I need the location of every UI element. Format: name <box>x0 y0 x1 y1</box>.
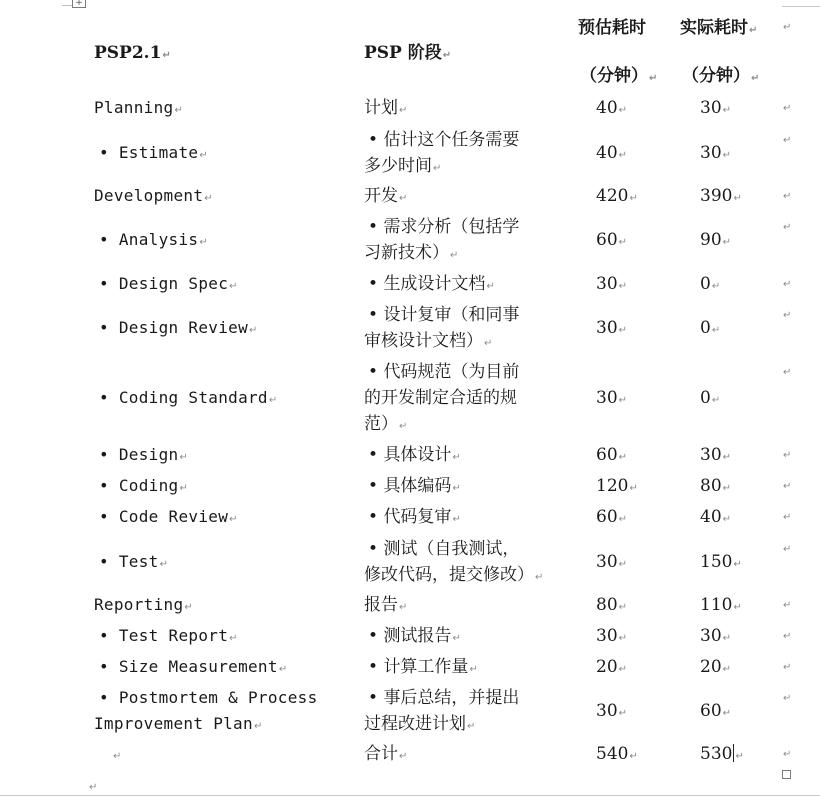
paragraph-mark-icon: ↵ <box>179 452 189 463</box>
row-psp-code-text: Postmortem & Process <box>118 688 318 707</box>
row-estimated-minutes <box>596 654 627 683</box>
row-estimated-minutes <box>596 592 627 621</box>
row-psp-stage <box>368 127 519 153</box>
paragraph-mark-icon: ↵ <box>722 150 732 161</box>
row-estimated-value: 30 <box>596 388 618 408</box>
paragraph-mark-icon: ↵ <box>735 751 744 762</box>
row-actual-minutes <box>700 741 744 770</box>
paragraph-mark-icon: ↵ <box>452 452 461 463</box>
bullet-icon: • <box>99 552 119 571</box>
row-end-mark-icon: ↵ <box>783 135 792 146</box>
paragraph-mark-icon: ↵ <box>399 193 408 204</box>
row-estimated-minutes <box>596 385 627 414</box>
row-psp-stage-text: 需求分析（包括学 <box>383 217 520 237</box>
row-psp-stage <box>368 442 461 471</box>
row-actual-value: 0 <box>700 388 711 408</box>
row-psp-stage <box>368 302 519 328</box>
row-estimated-minutes <box>596 698 627 727</box>
bullet-icon: • <box>368 362 384 382</box>
bullet-icon: • <box>368 217 384 237</box>
paragraph-mark-icon: ↵ <box>204 193 213 204</box>
row-psp-code-text: Design <box>118 445 179 464</box>
row-psp-code <box>99 227 208 256</box>
paragraph-mark-icon: ↵ <box>469 664 478 675</box>
row-end-mark-icon: ↵ <box>783 693 792 704</box>
paragraph-mark-icon: ↵ <box>733 193 742 204</box>
row-psp-stage <box>368 271 495 300</box>
row-psp-code <box>94 592 193 621</box>
row-psp-code <box>99 685 318 711</box>
bullet-icon: • <box>99 688 119 707</box>
row-actual-value: 150 <box>700 552 733 572</box>
row-end-mark-icon: ↵ <box>783 631 792 642</box>
row-psp-stage-text: 具体编码 <box>383 476 452 496</box>
row-actual-value: 30 <box>700 98 722 118</box>
bullet-icon: • <box>99 445 119 464</box>
paragraph-mark-icon: ↵ <box>159 559 169 570</box>
paragraph-mark-icon: ↵ <box>199 237 209 248</box>
paragraph-mark-icon: ↵ <box>535 572 544 583</box>
paragraph-mark-icon: ↵ <box>649 73 658 84</box>
row-actual-value: 110 <box>700 595 733 615</box>
header-psp-code-text: PSP2.1 <box>94 43 162 63</box>
row-estimated-value: 40 <box>596 98 618 118</box>
row-estimated-value: 540 <box>596 744 629 764</box>
row-psp-code-text: Test Report <box>118 626 229 645</box>
row-psp-code <box>99 623 238 652</box>
row-psp-stage <box>364 411 407 440</box>
row-actual-value: 30 <box>700 143 722 163</box>
table-move-handle[interactable]: + <box>72 0 86 8</box>
row-actual-minutes <box>700 95 731 124</box>
row-psp-stage <box>368 654 478 683</box>
row-psp-code-text: Estimate <box>118 143 199 162</box>
paragraph-mark-icon: ↵ <box>442 50 452 61</box>
row-psp-code-text-2: Improvement Plan <box>94 714 253 733</box>
paragraph-mark-icon: ↵ <box>618 708 628 719</box>
paragraph-mark-icon: ↵ <box>618 664 628 675</box>
row-end-mark-icon: ↵ <box>783 367 792 378</box>
paragraph-mark-icon: ↵ <box>452 633 461 644</box>
header-actual <box>680 15 757 44</box>
paragraph-mark-icon: ↵ <box>749 25 758 36</box>
bullet-icon: • <box>99 143 119 162</box>
row-psp-code-text: Reporting <box>94 595 184 614</box>
row-estimated-value: 30 <box>596 274 618 294</box>
row-estimated-minutes <box>596 95 627 124</box>
row-psp-code-text: Development <box>94 186 204 205</box>
bullet-icon: • <box>368 539 384 559</box>
table-corner-rule <box>782 6 820 7</box>
row-psp-stage-text: 修改代码，提交修改） <box>364 565 534 585</box>
row-end-mark-icon: ↵ <box>783 103 792 114</box>
row-psp-stage-text: 计划 <box>364 98 398 118</box>
row-psp-code <box>99 140 208 169</box>
paragraph-mark-icon: ↵ <box>268 395 278 406</box>
row-psp-code <box>99 385 278 414</box>
row-psp-stage-text: 设计复审（和同事 <box>383 305 520 325</box>
bullet-icon: • <box>99 507 119 526</box>
row-end-mark-icon: ↵ <box>783 450 792 461</box>
row-psp-stage <box>364 328 492 357</box>
row-psp-code-text: Size Measurement <box>118 657 278 676</box>
paragraph-mark-icon: ↵ <box>618 633 628 644</box>
paragraph-mark-icon: ↵ <box>113 751 122 762</box>
row-psp-stage-text: 测试（自我测试， <box>383 539 520 559</box>
row-actual-minutes <box>700 654 731 683</box>
row-end-mark-icon: ↵ <box>783 544 792 555</box>
row-psp-stage-text: 多少时间 <box>364 156 432 176</box>
row-psp-stage-text: 范） <box>364 414 398 434</box>
row-estimated-value: 60 <box>596 230 618 250</box>
row-actual-minutes <box>700 385 720 414</box>
bullet-icon: • <box>368 688 384 708</box>
row-psp-stage <box>368 536 519 562</box>
row-psp-stage <box>364 592 407 621</box>
row-estimated-minutes <box>596 504 627 533</box>
row-psp-code <box>99 473 188 502</box>
table-resize-handle[interactable] <box>782 770 791 779</box>
paragraph-mark-icon: ↵ <box>399 602 408 613</box>
row-psp-code-text: Coding <box>118 476 179 495</box>
row-psp-stage-text: 习新技术） <box>364 243 449 263</box>
row-psp-stage-text: 事后总结，并提出 <box>383 688 520 708</box>
row-actual-value: 80 <box>700 476 722 496</box>
paragraph-mark-icon: ↵ <box>253 721 263 732</box>
bullet-icon: • <box>99 657 119 676</box>
row-estimated-value: 60 <box>596 507 618 527</box>
row-estimated-value: 120 <box>596 476 629 496</box>
row-psp-stage <box>364 153 441 182</box>
bullet-icon: • <box>368 274 384 294</box>
row-actual-minutes <box>700 504 731 533</box>
paragraph-mark-icon: ↵ <box>629 483 638 494</box>
row-estimated-value: 30 <box>596 552 618 572</box>
paragraph-mark-icon: ↵ <box>722 237 732 248</box>
paragraph-mark-icon: ↵ <box>722 633 732 644</box>
row-psp-code <box>99 315 258 344</box>
paragraph-mark-icon: ↵ <box>618 452 628 463</box>
paragraph-mark-icon: ↵ <box>450 250 459 261</box>
paragraph-mark-icon: ↵ <box>722 105 732 116</box>
row-estimated-minutes <box>596 442 627 471</box>
row-estimated-minutes <box>596 473 638 502</box>
paragraph-mark-icon: ↵ <box>452 514 461 525</box>
paragraph-mark-icon: ↵ <box>722 708 732 719</box>
paragraph-mark-icon: ↵ <box>618 395 628 406</box>
bullet-icon: • <box>368 507 384 527</box>
header-psp-stage <box>364 40 451 69</box>
header-actual-line1: 实际耗时 <box>680 18 748 38</box>
row-actual-minutes <box>700 473 731 502</box>
paragraph-mark-icon: ↵ <box>399 751 408 762</box>
row-psp-code <box>99 271 238 300</box>
row-actual-minutes <box>700 442 731 471</box>
row-end-mark-icon: ↵ <box>783 600 792 611</box>
row-end-mark-icon: ↵ <box>783 749 792 760</box>
row-psp-stage-text: 过程改进计划 <box>364 714 466 734</box>
row-estimated-value: 30 <box>596 318 618 338</box>
row-actual-minutes <box>700 183 742 212</box>
paragraph-mark-icon: ↵ <box>629 193 638 204</box>
row-actual-minutes <box>700 227 731 256</box>
row-psp-code-text: Test <box>118 552 159 571</box>
row-psp-stage <box>368 359 519 385</box>
row-estimated-minutes <box>596 315 627 344</box>
paragraph-mark-icon: ↵ <box>618 150 628 161</box>
row-psp-stage-text: 合计 <box>364 744 398 764</box>
bullet-icon: • <box>368 445 384 465</box>
row-actual-minutes <box>700 592 742 621</box>
row-psp-stage <box>368 623 461 652</box>
row-psp-stage <box>364 385 517 411</box>
paragraph-mark-icon: ↵ <box>229 514 238 525</box>
row-actual-value: 530 <box>700 744 733 764</box>
paragraph-mark-icon: ↵ <box>722 514 732 525</box>
paragraph-mark-icon: ↵ <box>722 452 732 463</box>
row-psp-stage-text: 计算工作量 <box>383 657 469 677</box>
row-estimated-value: 60 <box>596 445 618 465</box>
bullet-icon: • <box>368 626 384 646</box>
row-actual-value: 30 <box>700 445 722 465</box>
row-psp-stage-text: 测试报告 <box>383 626 452 646</box>
paragraph-mark-icon: ↵ <box>618 514 628 525</box>
row-psp-code <box>99 504 238 533</box>
row-actual-minutes <box>700 549 742 578</box>
paragraph-mark-icon: ↵ <box>467 721 476 732</box>
row-estimated-minutes <box>596 741 638 770</box>
row-estimated-value: 40 <box>596 143 618 163</box>
paragraph-mark-icon: ↵ <box>399 421 408 432</box>
row-psp-stage <box>364 240 458 269</box>
row-psp-stage <box>368 504 461 533</box>
row-psp-code <box>99 654 288 683</box>
row-actual-minutes <box>700 698 731 727</box>
row-actual-value: 30 <box>700 626 722 646</box>
row-psp-code-text: Analysis <box>118 230 199 249</box>
row-psp-stage-text: 代码复审 <box>383 507 452 527</box>
paragraph-mark-icon: ↵ <box>452 483 461 494</box>
bullet-icon: • <box>99 274 119 293</box>
paragraph-mark-icon: ↵ <box>484 338 493 349</box>
row-psp-stage <box>364 711 475 740</box>
row-end-mark-icon: ↵ <box>783 279 792 290</box>
row-actual-value: 0 <box>700 274 711 294</box>
row-estimated-value: 30 <box>596 626 618 646</box>
row-estimated-minutes <box>596 227 627 256</box>
header-estimated-line1: 预估耗时 <box>578 18 646 38</box>
row-estimated-value: 80 <box>596 595 618 615</box>
row-psp-code-line2 <box>94 711 263 740</box>
row-psp-code-text: Code Review <box>118 507 229 526</box>
paragraph-mark-icon: ↵ <box>199 150 209 161</box>
row-psp-stage-text: 审核设计文档） <box>364 331 483 351</box>
paragraph-mark-icon: ↵ <box>229 281 238 292</box>
row-estimated-minutes <box>596 623 627 652</box>
header-estimated-unit <box>580 63 657 92</box>
paragraph-mark-icon: ↵ <box>399 105 408 116</box>
row-estimated-minutes <box>596 140 627 169</box>
bullet-icon: • <box>99 318 119 337</box>
row-actual-minutes <box>700 315 720 344</box>
row-psp-stage <box>368 214 519 240</box>
row-actual-minutes <box>700 623 731 652</box>
row-psp-code <box>94 183 213 212</box>
bullet-icon: • <box>99 230 119 249</box>
paragraph-mark-icon: ↵ <box>618 559 628 570</box>
row-psp-stage <box>364 562 543 591</box>
header-actual-unit <box>682 63 759 92</box>
paragraph-mark-icon: ↵ <box>722 483 732 494</box>
row-end-mark-icon: ↵ <box>783 662 792 673</box>
row-actual-value: 40 <box>700 507 722 527</box>
row-estimated-minutes <box>596 271 627 300</box>
row-psp-stage <box>364 183 407 212</box>
paragraph-mark-icon: ↵ <box>618 325 628 336</box>
paragraph-mark-icon: ↵ <box>711 281 721 292</box>
row-actual-value: 390 <box>700 186 733 206</box>
paragraph-mark-icon: ↵ <box>184 602 194 613</box>
paragraph-mark-icon: ↵ <box>722 664 732 675</box>
row-end-mark-icon: ↵ <box>783 22 792 33</box>
row-end-mark-icon: ↵ <box>783 310 792 321</box>
row-psp-code <box>94 95 183 124</box>
row-psp-stage-text: 开发 <box>364 186 398 206</box>
row-actual-value: 60 <box>700 701 722 721</box>
row-actual-minutes <box>700 271 720 300</box>
row-actual-value: 0 <box>700 318 711 338</box>
row-psp-code-text: Design Spec <box>118 274 229 293</box>
bullet-icon: • <box>99 388 119 407</box>
row-actual-minutes <box>700 140 731 169</box>
row-estimated-value: 30 <box>596 701 618 721</box>
row-end-mark-icon: ↵ <box>783 512 792 523</box>
row-end-mark-icon: ↵ <box>783 222 792 233</box>
page-bottom-rule <box>0 795 820 796</box>
paragraph-mark-icon: ↵ <box>711 325 721 336</box>
row-psp-stage-text: 报告 <box>364 595 398 615</box>
paragraph-mark-icon: ↵ <box>433 163 442 174</box>
paragraph-mark-icon: ↵ <box>733 602 742 613</box>
paragraph-mark-icon: ↵ <box>618 105 628 116</box>
bullet-icon: • <box>368 130 384 150</box>
row-psp-code-text: Planning <box>94 98 174 117</box>
paragraph-mark-icon: ↵ <box>229 633 238 644</box>
row-psp-stage-text: 具体设计 <box>383 445 452 465</box>
row-estimated-value: 20 <box>596 657 618 677</box>
row-psp-stage-text: 代码规范（为目前 <box>383 362 520 382</box>
row-psp-stage <box>364 741 407 770</box>
row-estimated-minutes <box>596 183 638 212</box>
row-psp-stage <box>368 685 519 711</box>
row-end-mark-icon: ↵ <box>783 481 792 492</box>
bullet-icon: • <box>99 476 119 495</box>
row-psp-code <box>99 549 168 578</box>
header-psp-code <box>94 40 171 69</box>
bullet-icon: • <box>99 626 119 645</box>
paragraph-mark-icon: ↵ <box>629 751 638 762</box>
paragraph-mark-icon: ↵ <box>179 483 189 494</box>
bullet-icon: • <box>368 657 384 677</box>
row-psp-code-text: Coding Standard <box>118 388 268 407</box>
header-psp-stage-text: PSP 阶段 <box>364 43 442 63</box>
paragraph-mark-icon: ↵ <box>249 325 258 336</box>
row-estimated-minutes <box>596 549 627 578</box>
paragraph-mark-icon: ↵ <box>711 395 721 406</box>
bullet-icon: • <box>368 476 384 496</box>
paragraph-mark-icon: ↵ <box>618 602 628 613</box>
paragraph-mark-icon: ↵ <box>618 281 628 292</box>
paragraph-mark-icon: ↵ <box>162 50 171 61</box>
header-actual-line2: （分钟） <box>682 66 750 86</box>
paragraph-mark-icon: ↵ <box>486 281 495 292</box>
row-psp-stage-text: 生成设计文档 <box>383 274 486 294</box>
row-actual-value: 20 <box>700 657 722 677</box>
row-psp-code <box>99 442 188 471</box>
header-estimated-line2: （分钟） <box>580 66 648 86</box>
row-psp-code-text: Design Review <box>118 318 249 337</box>
paragraph-mark-icon: ↵ <box>174 105 184 116</box>
header-estimated <box>578 15 646 41</box>
row-psp-stage-text: 的开发制定合适的规 <box>364 388 517 408</box>
row-end-mark-icon: ↵ <box>783 191 792 202</box>
row-empty-code <box>112 741 121 770</box>
row-psp-stage-text: 估计这个任务需要 <box>383 130 520 150</box>
paragraph-mark-icon: ↵ <box>733 559 742 570</box>
row-psp-stage <box>368 473 461 502</box>
paragraph-mark-icon: ↵ <box>618 237 628 248</box>
row-estimated-value: 420 <box>596 186 629 206</box>
bullet-icon: • <box>368 305 384 325</box>
paragraph-mark-icon: ↵ <box>89 782 98 793</box>
row-psp-stage <box>364 95 407 124</box>
row-actual-value: 90 <box>700 230 722 250</box>
paragraph-mark-icon: ↵ <box>751 73 760 84</box>
paragraph-mark-icon: ↵ <box>278 664 288 675</box>
